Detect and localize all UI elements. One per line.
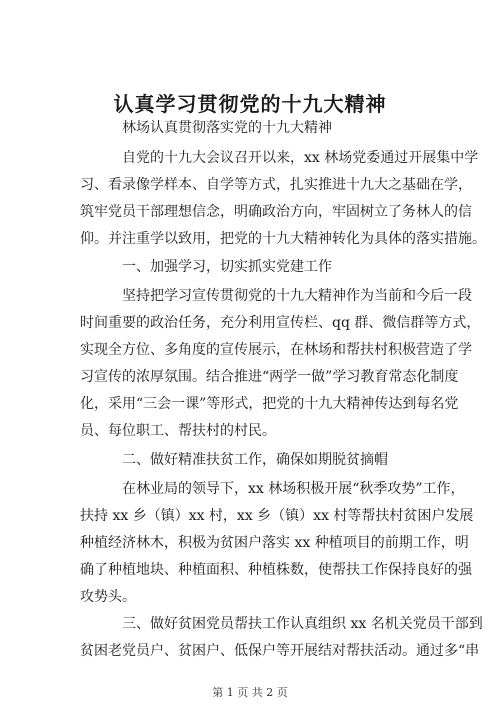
paragraph-line: 筑牢党员干部理想信念，明确政治方向，牢固树立了务林人的信: [80, 204, 472, 220]
paragraph-line: 自党的十九大会议召开以来，xx 林场党委通过开展集中学: [122, 150, 479, 166]
paragraph-line: 确了种植地块、种植面积、种植株数，使帮扶工作保持良好的强: [80, 562, 472, 578]
paragraph-line: 时间重要的政治任务，充分利用宣传栏、qq 群、微信群等方式，: [80, 315, 481, 331]
paragraph-line: 扶持 xx 乡（镇）xx 村，xx 乡（镇）xx 村等帮扶村贫困户发展: [80, 508, 474, 524]
paragraph-line: 实现全方位、多角度的宣传展示，在林场和帮扶村积极营造了学: [80, 342, 472, 358]
paragraph-line: 贫困老党员户、贫困户、低保户等开展结对帮扶活动。通过多“串: [80, 643, 480, 659]
paragraph-line: 林场认真贯彻落实党的十九大精神: [122, 120, 332, 136]
paragraph-line: 攻势头。: [80, 589, 136, 605]
section-heading: 一、加强学习，切实抓实党建工作: [122, 259, 332, 275]
paragraph-line: 种植经济林木，积极为贫困户落实 xx 种植项目的前期工作，明: [80, 535, 469, 551]
paragraph-line: 员、每位职工、帮扶村的村民。: [80, 423, 276, 439]
section-heading: 三、做好贫困党员帮扶工作认真组织 xx 名机关党员干部到: [122, 616, 483, 632]
section-heading: 二、做好精准扶贫工作，确保如期脱贫摘帽: [122, 452, 388, 468]
paragraph-line: 仰。并注重学以致用，把党的十九大精神转化为具体的落实措施。: [80, 231, 486, 247]
paragraph-line: 习宣传的浓厚氛围。结合推进“两学一做”学习教育常态化制度: [80, 369, 459, 385]
paragraph-line: 坚持把学习宣传贯彻党的十九大精神作为当前和今后一段: [122, 288, 472, 304]
paragraph-line: 化，采用“三会一课”等形式，把党的十九大精神传达到每名党: [80, 396, 459, 412]
paragraph-line: 在林业局的领导下，xx 林场积极开展“秋季攻势”工作，: [122, 481, 465, 497]
document-title: 认真学习贯彻党的十九大精神: [113, 92, 387, 116]
paragraph-line: 习、看录像学样本、自学等方式，扎实推进十九大之基础在学，: [80, 177, 472, 193]
page-footer: 第 1 页 共 2 页: [212, 686, 288, 699]
